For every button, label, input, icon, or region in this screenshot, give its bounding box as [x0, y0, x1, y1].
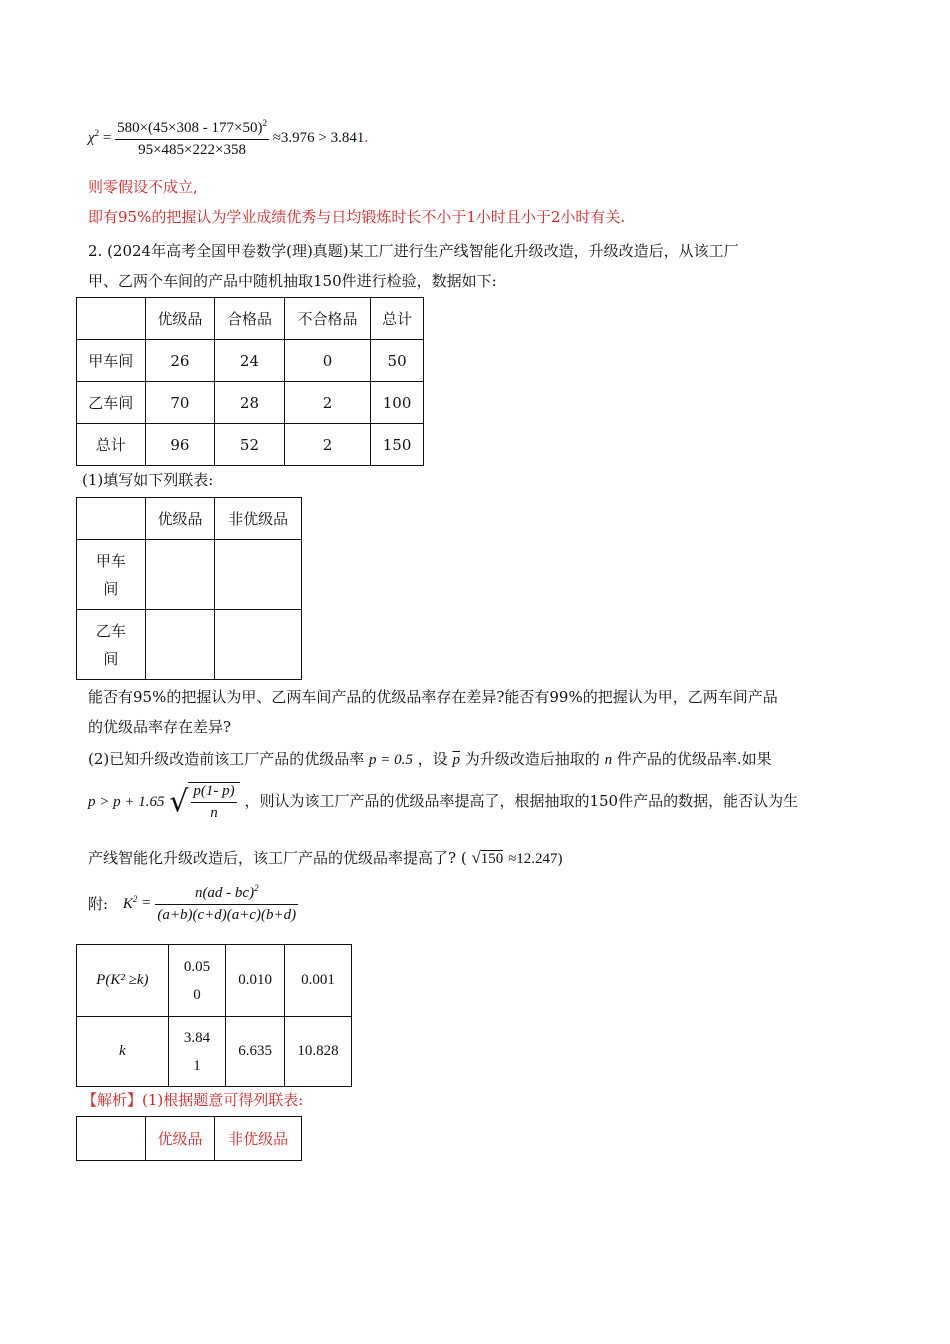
- table-row: 乙车 间: [77, 610, 302, 680]
- critical-value-table: [76, 944, 352, 1087]
- table-row: 优级品 非优级品: [77, 1117, 302, 1161]
- question1-line1: 能否有95%的把握认为甲、乙两车间产品的优级品率存在差异?能否有99%的把握认为甲，乙两车间产品: [88, 688, 778, 706]
- chi-fraction: $\frac{580\times(45\times 308 - 177\times 50)^2}{95\times 485\times 222\times 358}$: [117, 118, 267, 158]
- chi-result: ≈3.976 > 3.841: [272, 129, 365, 146]
- k-square-fraction: $\frac{n(ad - bc)^2}{(a+b)(c+d)(a+c)(b+d)}$: [157, 883, 297, 923]
- question2-line2: 甲、乙两个车间的产品中随机抽取150件进行检验，数据如下:: [88, 272, 497, 290]
- table-row: 优级品 合格品 不合格品 总计: [77, 298, 424, 340]
- part2-line2: p > p + 1.65 √ $\frac{p(1- p)}{n}$ ，则认为该工厂产品的优级品率提高了，根据抽取的150件产品的数据，能否认为生: [88, 783, 799, 821]
- conclusion-line2: 即有95%的把握认为学业成绩优秀与日均锻炼时长不小于1小时且小于2小时有关.: [88, 208, 626, 226]
- part2-line1: (2)已知升级改造前该工厂产品的优级品率 p = 0.5 ，设 $\overline{p}$ 为升级改造后抽取的 n 件产品的优级品率.如果: [88, 750, 772, 768]
- solution-intro: 【解析】(1)根据题意可得列联表:: [82, 1091, 304, 1109]
- sqrt-150: √150: [471, 848, 504, 867]
- solution-tag: 【解析】: [82, 1091, 143, 1109]
- question2-line1: 2. (2024年高考全国甲卷数学(理)真题)某工厂进行生产线智能化升级改造，升级改造后，从该工厂: [88, 242, 739, 260]
- chi-square-formula: $\chi^2$ = $\frac{580\times(45\times 308 - 177\times 50)^2}{95\times 485\times 222\times 358}$ ≈3.976 > 3.841.: [88, 118, 369, 158]
- table-row: 甲车 间: [77, 540, 302, 610]
- question1-line2: 的优级品率存在差异?: [88, 718, 232, 736]
- table-row: k 3.84 1 6.635 10.828: [77, 1017, 352, 1087]
- appendix-formula: 附: $K^2$ = $\frac{n(ad - bc)^2}{(a+b)(c+d)(a+c)(b+d)}$: [88, 883, 297, 923]
- table-row: P(K² ≥k) 0.05 0 0.010 0.001: [77, 945, 352, 1017]
- table-row: 甲车间 26 24 0 50: [77, 340, 424, 382]
- table-row: 优级品 非优级品: [77, 498, 302, 540]
- chi-symbol: χ: [88, 129, 95, 146]
- contingency-table-blank: [76, 497, 302, 680]
- sqrt-expression: √ $\frac{p(1- p)}{n}$: [169, 782, 239, 822]
- table-row: 总计 96 52 2 150: [77, 424, 424, 466]
- inspection-data-table: [76, 297, 424, 466]
- solution-contingency-table: [76, 1116, 302, 1161]
- part2-line3: 产线智能化升级改造后，该工厂产品的优级品率提高了? ( √150 ≈12.247): [88, 848, 563, 867]
- table-row: 乙车间 70 28 2 100: [77, 382, 424, 424]
- inequality: p > p + 1.65: [88, 794, 165, 810]
- part1-label: (1)填写如下列联表:: [82, 471, 214, 489]
- conclusion-line1: 则零假设不成立,: [88, 178, 198, 196]
